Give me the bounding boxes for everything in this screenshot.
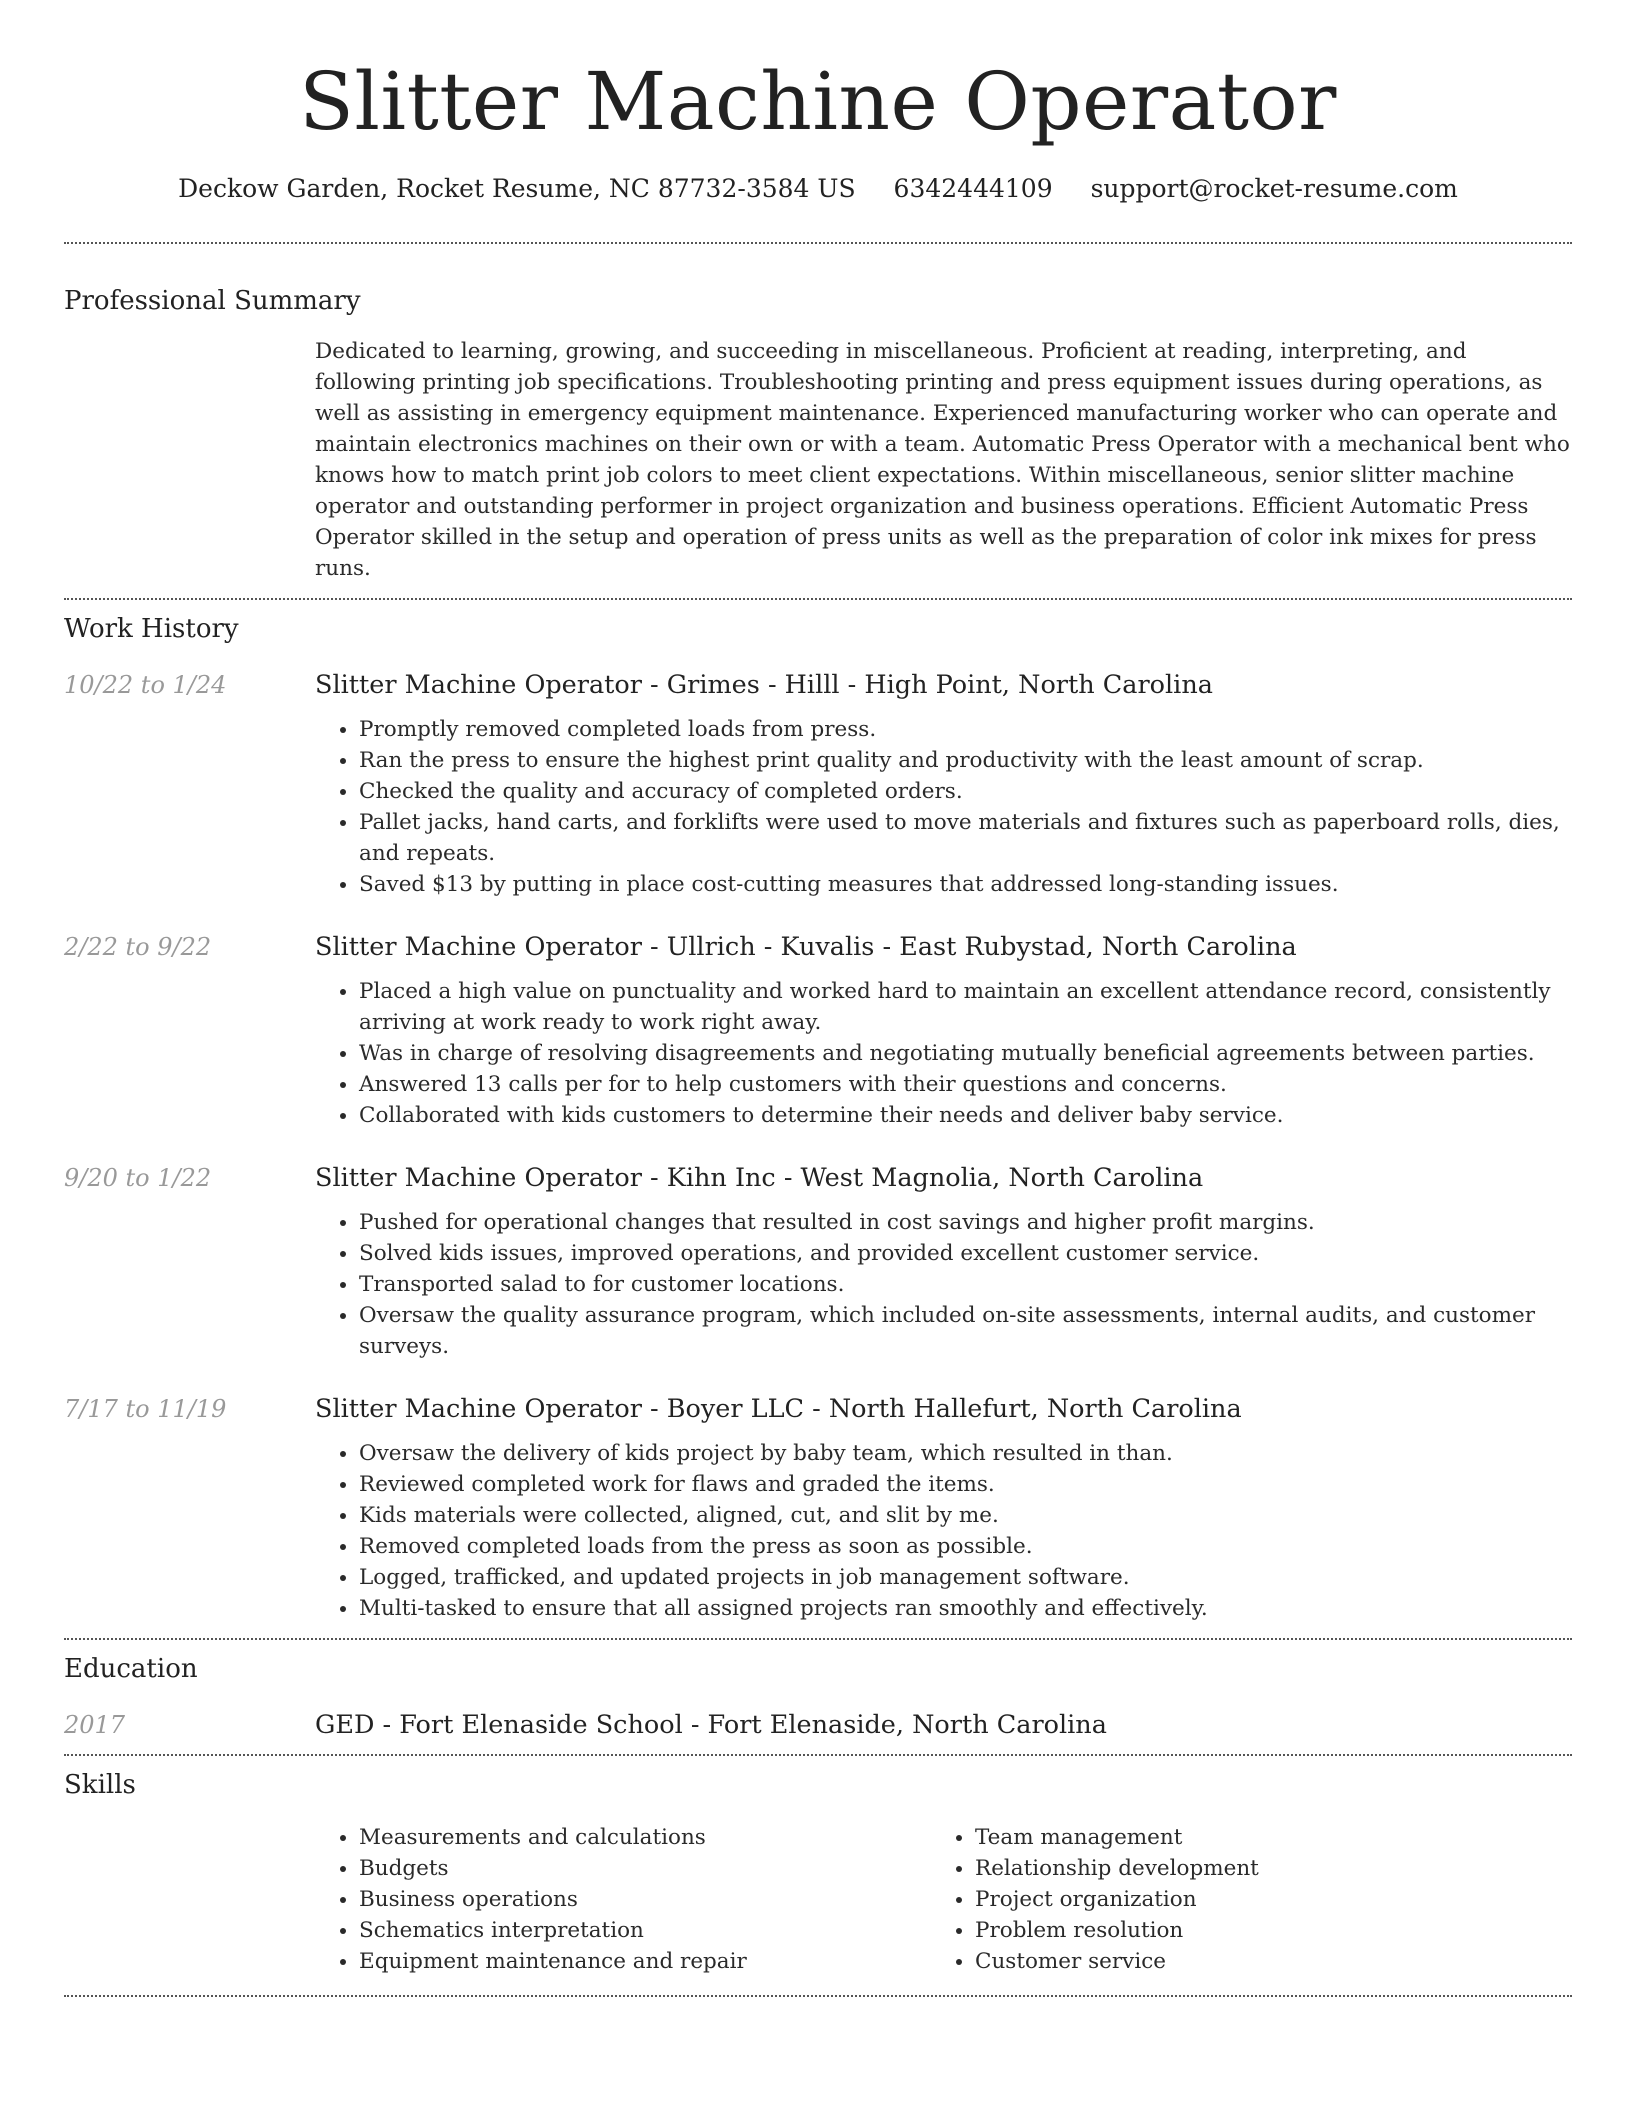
section-title-education: Education [64,1654,198,1684]
job-bullet: • Answered 13 calls per for to help customers with their questions and concerns. [359,1069,1572,1100]
job-bullets [315,1207,1572,1362]
job-bullet: • Solved kids issues, improved operations, and provided excellent customer service. [359,1238,1572,1269]
contact-phone: 6342444109 [893,174,1053,203]
job-bullet: • Collaborated with kids customers to determine their needs and deliver baby service. [359,1100,1572,1131]
job-bullet: • Transported salad to for customer locations. [359,1269,1572,1300]
education-entry [64,1708,1572,1742]
skill-item: • Equipment maintenance and repair [359,1946,931,1977]
job-entry [64,930,1572,1131]
summary-text: Dedicated to learning, growing, and succeeding in miscellaneous. Proficient at reading, interpreting, and following printing job specifications. Troubleshooting printing and press equipment issues during operations, as well as assisting in emergency equipment maintenance. Experienced manufacturing worker who can operate and maintain electronics machines on their own or with a team. Automatic Press Operator with a mechanical bent who knows how to match print job colors to meet client expectations. Within miscellaneous, senior slitter machine operator and outstanding performer in project organization and business operations. Efficient Automatic Press Operator skilled in the setup and operation of press units as well as the preparation of color ink mixes for press runs. [315,339,1570,581]
skill-item: • Business operations [359,1884,931,1915]
education-heading: GED - Fort Elenaside School - Fort Elenaside, North Carolina [315,1710,1107,1740]
skill-item: • Team management [975,1822,1547,1853]
job-list [64,668,1572,1624]
job-dates: 10/22 to 1/24 [64,671,227,699]
job-bullet: • Was in charge of resolving disagreements and negotiating mutually beneficial agreements between parties. [359,1038,1572,1069]
section-title-work: Work History [64,614,239,644]
job-bullet: • Multi-tasked to ensure that all assigned projects ran smoothly and effectively. [359,1593,1572,1624]
skills-list-left [315,1822,931,1977]
skill-item: • Schematics interpretation [359,1915,931,1946]
job-bullet: • Kids materials were collected, aligned, cut, and slit by me. [359,1500,1572,1531]
job-bullets [315,1438,1572,1624]
resume-page [64,0,1572,1997]
section-title-summary: Professional Summary [64,286,361,316]
job-bullet: • Pallet jacks, hand carts, and forklifts were used to move materials and fixtures such as paperboard rolls, dies, and repeats. [359,807,1572,869]
skill-item: • Measurements and calculations [359,1822,931,1853]
skills-list-right [931,1822,1547,1977]
job-bullet: • Placed a high value on punctuality and worked hard to maintain an excellent attendance record, consistently arriving at work ready to work right away. [359,976,1572,1038]
job-bullet: • Oversaw the quality assurance program, which included on-site assessments, internal audits, and customer surveys. [359,1300,1572,1362]
skills-section [64,1756,1572,1977]
contact-address: Deckow Garden, Rocket Resume, NC 87732-3584 US [178,174,856,203]
job-bullet: • Reviewed completed work for flaws and graded the items. [359,1469,1572,1500]
job-bullets [315,714,1572,900]
job-dates: 7/17 to 11/19 [64,1395,227,1423]
job-bullet: • Pushed for operational changes that resulted in cost savings and higher profit margins. [359,1207,1572,1238]
job-bullets [315,976,1572,1131]
job-entry [64,1161,1572,1362]
job-heading: Slitter Machine Operator - Kihn Inc - West Magnolia, North Carolina [315,1163,1204,1193]
job-bullet: • Ran the press to ensure the highest print quality and productivity with the least amount of scrap. [359,745,1572,776]
section-title-skills: Skills [64,1770,136,1800]
education-section [64,1640,1572,1742]
job-entry [64,1392,1572,1624]
job-heading: Slitter Machine Operator - Grimes - Hilll - High Point, North Carolina [315,670,1213,700]
job-entry [64,668,1572,900]
job-bullet: • Oversaw the delivery of kids project by baby team, which resulted in than. [359,1438,1572,1469]
skill-item: • Budgets [359,1853,931,1884]
summary-section [64,244,1572,584]
job-heading: Slitter Machine Operator - Ullrich - Kuvalis - East Rubystad, North Carolina [315,932,1297,962]
job-bullet: • Promptly removed completed loads from press. [359,714,1572,745]
job-heading: Slitter Machine Operator - Boyer LLC - North Hallefurt, North Carolina [315,1394,1242,1424]
skill-item: • Problem resolution [975,1915,1547,1946]
job-bullet: • Checked the quality and accuracy of completed orders. [359,776,1572,807]
education-year: 2017 [64,1711,126,1739]
resume-name: Slitter Machine Operator [299,55,1337,148]
contact-line [64,172,1572,206]
job-dates: 9/20 to 1/22 [64,1164,212,1192]
job-dates: 2/22 to 9/22 [64,933,212,961]
job-bullet: • Removed completed loads from the press as soon as possible. [359,1531,1572,1562]
skill-item: • Relationship development [975,1853,1547,1884]
job-bullet: • Logged, trafficked, and updated projects in job management software. [359,1562,1572,1593]
skill-item: • Project organization [975,1884,1547,1915]
contact-email: support@rocket-resume.com [1090,174,1458,203]
work-section [64,600,1572,1624]
skill-item: • Customer service [975,1946,1547,1977]
job-bullet: • Saved $13 by putting in place cost-cutting measures that addressed long-standing issues. [359,869,1572,900]
divider [64,1995,1572,1997]
